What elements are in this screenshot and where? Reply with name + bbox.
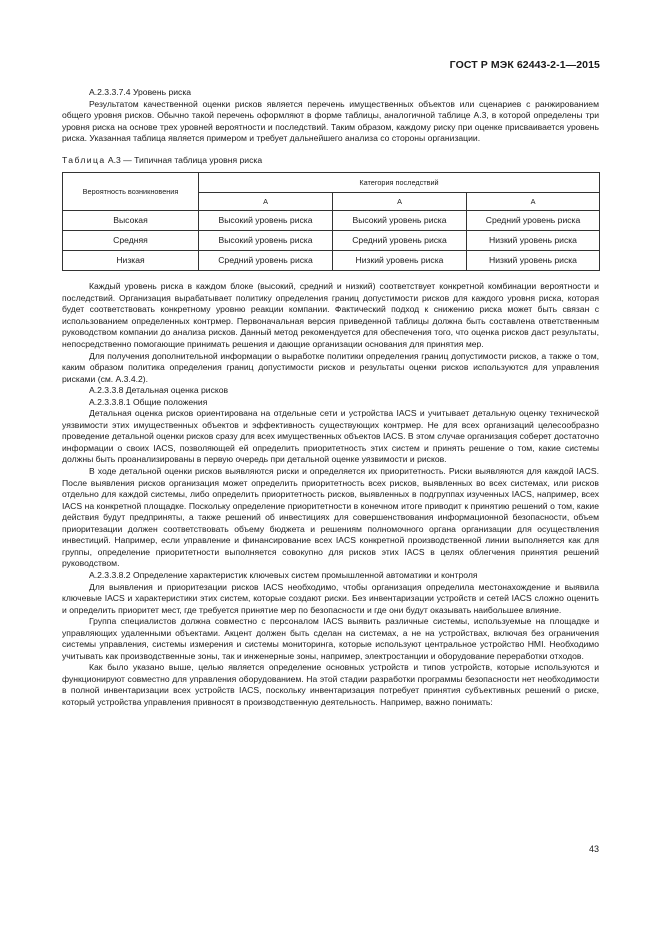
table-row-high xyxy=(63,211,600,231)
section-heading-general: А.2.3.3.8.1 Общие положения xyxy=(89,396,208,407)
risk-level-table xyxy=(62,172,600,271)
table-caption-prefix: Таблица xyxy=(62,154,106,165)
paragraph-identification: Для выявления и приоритезации рисков IACS необходимо, чтобы организация определила местонахождение и выявила ключевые IACS и характеристики этих систем, которые создают риски. Без инвентаризации устройств и сетей IACS сложно оценить и определить приоритет мест, где требуется принятие мер по безопасности и где они будут оказывать наибольшее влияние. xyxy=(62,581,599,615)
section-heading-detailed-assessment: А.2.3.3.8 Детальная оценка рисков xyxy=(89,385,229,396)
page-content xyxy=(62,87,599,709)
paragraph-main-devices: Как было указано выше, целью является определение основных устройств и типов устройств, которые используются и функционируют совместно для управления оборудованием. На этой стадии разработки программы безопасности нет необходимости в полной инвентаризации всех устройств IACS, поскольку инвентаризация потребует принятия субъективных решений о риске, который устройства управления привносят в производственную деятельность. Например, важно понимать: xyxy=(62,662,599,707)
table-row-low xyxy=(63,251,600,271)
risk-cell: Средний уровень риска xyxy=(333,231,467,251)
paragraph-risk-level-combination: Каждый уровень риска в каждом блоке (высокий, средний и низкий) соответствует конкретной комбинации вероятности и последствий. Организация вырабатывает политику определения границ допустимости рисков для каждого уровня риска, которая будет соответствовать конкретному уровню реакции компании. Фактический подход к снижению риска может быть связан с использованием определенных контрмер. Первоначальная версия приведенной таблицы должна быть составлена ответственным руководством компании до анализа рисков. Данный метод рекомендуется для обеспечения того, что оценка рисков даст результаты, непосредственно помогающие принимать решения и дающие организации основания для принятия мер. xyxy=(62,281,599,350)
likelihood-cell: Высокая xyxy=(63,211,199,231)
subheader-cell: А xyxy=(333,193,467,211)
paragraph-detailed-assessment: Детальная оценка рисков ориентирована на отдельные сети и устройства IACS и учитывает детальную оценку технической уязвимости этих имущественных объектов и эффективность существующих контрмер. Не для всех организаций целесообразно проведение детальной оценки рисков сразу для всех имущественных объектов IACS. В этом случае организация соберет достаточно информации о своих IACS, позволяющей ей определить приоритетность этих систем и принять решение о том, какие системы должны быть проанализированы в первую очередь при детальной оценке уязвимости и рисков. xyxy=(62,408,599,465)
section-heading-risk-level: А.2.3.3.7.4 Уровень риска xyxy=(89,87,192,97)
risk-cell: Низкий уровень риска xyxy=(467,251,600,271)
risk-cell: Низкий уровень риска xyxy=(333,251,467,271)
header-consequence-category: Категория последствий xyxy=(199,173,600,193)
risk-cell: Высокий уровень риска xyxy=(199,211,333,231)
likelihood-cell: Средняя xyxy=(63,231,199,251)
subheader-cell: А xyxy=(467,193,600,211)
section-heading-key-systems: А.2.3.3.8.2 Определение характеристик ключевых систем промышленной автоматики и контроля xyxy=(89,569,478,580)
paragraph-specialist-group: Группа специалистов должна совместно с персоналом IACS выявить различные системы, используемые на площадке и управляющих удаленными объектами. Акцент должен быть сделан на системах, а не на устройствах, включая без ограничения системы управления, системы измерения и системы мониторинга, которые используют центральное устройство HMI. Необходимо учитывать как производственные зоны, так и инженерные зоны, например, электростанции и оборудование переработки отходов. xyxy=(62,616,599,661)
paragraph-prioritization: В ходе детальной оценки рисков выявляются риски и определяется их приоритетность. Риски выявляются для каждой IACS. После выявления рисков организация может определить приоритетность всех рисков, выявленных во всех системах, или рисков отдельно для каждой системы, либо определить приоритетность рисков, выявленных в подгруппах изученных IACS, например, всех IACS на конкретной площадке. Поскольку определение приоритетности в конечном итоге приводит к принятию решений о том, какие действия будут предприняты, а также решений об инвестициях для совершенствования информационной безопасности, объем приоритезации должен соответствовать объему бюджета и решениям полномочного органа организации для осуществления инвестиций. Например, если управление и финансирование всех IACS конкретной производственной линии выполняется как для группы, определение приоритетности выполняется совокупно для рисков этих IACS в целях облегчения принятия решений руководством. xyxy=(62,466,599,569)
paragraph-risk-level: Результатом качественной оценки рисков является перечень имущественных объектов или сценариев с ранжированием общего уровня рисков. Обычно такой перечень оформляют в форме таблицы, аналогичной таблице А.3, в которой определены три уровня риска на основе трех уровней вероятности и последствий. Таким образом, каждому риску при оценке присваивается уровень риска. Указанная таблица является примером и требует дальнейшего анализа со стороны организации. xyxy=(62,98,599,144)
subheader-cell: А xyxy=(199,193,333,211)
document-id-header: ГОСТ Р МЭК 62443-2-1—2015 xyxy=(449,59,600,71)
table-header-row xyxy=(63,173,600,193)
risk-cell: Высокий уровень риска xyxy=(333,211,467,231)
page-number: 43 xyxy=(588,844,599,854)
risk-cell: Высокий уровень риска xyxy=(199,231,333,251)
likelihood-cell: Низкая xyxy=(63,251,199,271)
paragraph-additional-info: Для получения дополнительной информации о выработке политики определения границ допустимости рисков, а также о том, каким образом политика определения границ допустимости рисков и результаты оценки рисков используются для управления рисками (см. А.3.4.2). xyxy=(62,350,599,384)
header-likelihood: Вероятность возникновения xyxy=(63,173,199,211)
table-row-medium xyxy=(63,231,600,251)
table-caption-title: А.3 — Типичная таблица уровня риска xyxy=(105,154,263,165)
risk-cell: Средний уровень риска xyxy=(199,251,333,271)
table-caption xyxy=(62,155,599,167)
risk-cell: Средний уровень риска xyxy=(467,211,600,231)
risk-cell: Низкий уровень риска xyxy=(467,231,600,251)
